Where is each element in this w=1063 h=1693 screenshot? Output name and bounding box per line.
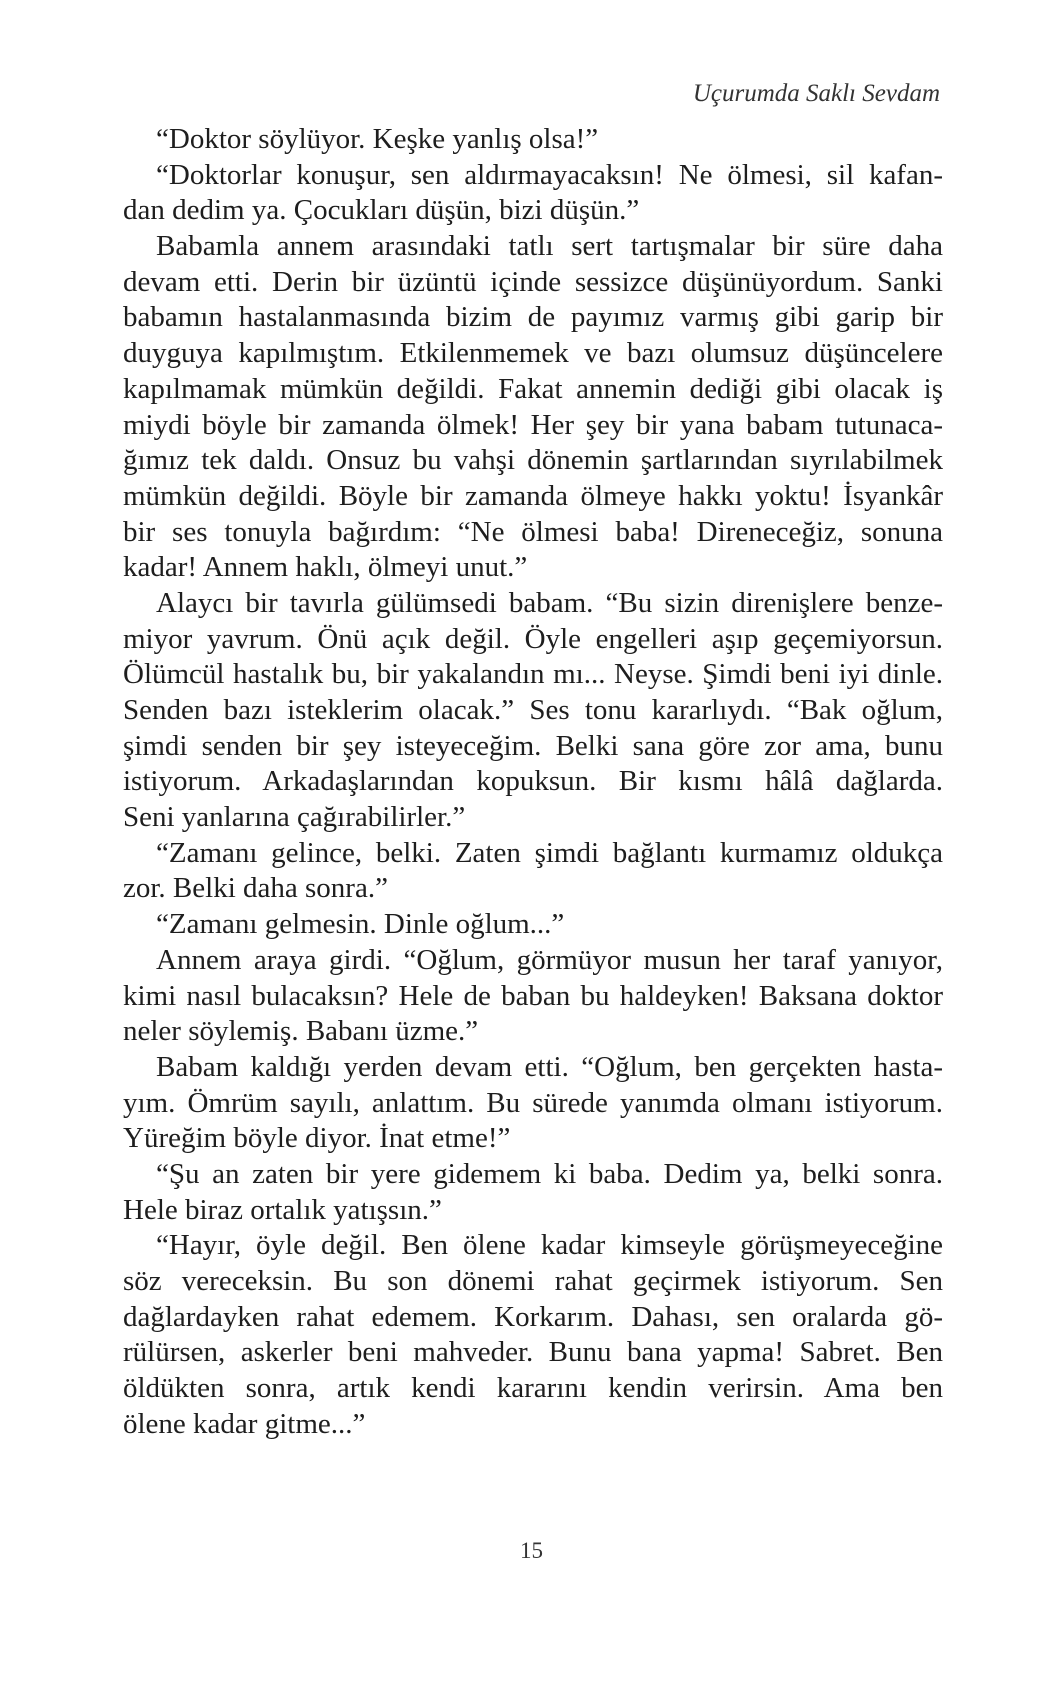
text-line: “Hayır, öyle değil. Ben ölene kadar kimseyle görüşmeyeceğine <box>156 1229 943 1262</box>
text-line: Seni yanlarına çağırabilirler.” <box>123 801 466 834</box>
text-line: rülürsen, askerler beni mahveder. Bunu bana yapma! Sabret. Ben <box>123 1336 943 1369</box>
page-number: 15 <box>520 1538 543 1563</box>
text-line: yım. Ömrüm sayılı, anlattım. Bu sürede yanımda olmanı istiyorum. <box>123 1086 943 1119</box>
text-line: söz vereceksin. Bu son dönemi rahat geçirmek istiyorum. Sen <box>123 1265 943 1297</box>
text-line: babamın hastalanmasında bizim de payımız varmış gibi garip bir <box>123 301 943 334</box>
text-line: Babam kaldığı yerden devam etti. “Oğlum, ben gerçekten hasta- <box>156 1050 943 1083</box>
running-header-title: Uçurumda Saklı Sevdam <box>692 80 940 107</box>
text-line: zor. Belki daha sonra.” <box>123 872 388 905</box>
text-line: kapılmamak mümkün değildi. Fakat annemin dediği gibi olacak iş <box>123 372 943 405</box>
text-line: ğımız tek daldı. Onsuz bu vahşi dönemin şartlarından sıyrılabilmek <box>123 444 943 477</box>
text-line: Senden bazı isteklerim olacak.” Ses tonu kararlıydı. “Bak oğlum, <box>123 694 943 726</box>
text-line: duyguya kapılmıştım. Etkilenmemek ve bazı olumsuz düşüncelere <box>123 337 943 370</box>
text-line: neler söylemiş. Babanı üzme.” <box>123 1015 479 1048</box>
text-line: “Şu an zaten bir yere gidemem ki baba. Dedim ya, belki sonra. <box>156 1157 943 1190</box>
text-line: şimdi senden bir şey isteyeceğim. Belki sana göre zor ama, bunu <box>123 729 943 762</box>
text-line: miyor yavrum. Önü açık değil. Öyle engelleri aşıp geçemiyorsun. <box>123 622 943 655</box>
text-line: “Doktorlar konuşur, sen aldırmayacaksın! Ne ölmesi, sil kafan- <box>156 158 943 191</box>
text-line: Alaycı bir tavırla gülümsedi babam. “Bu sizin direnişlere benze- <box>156 586 943 619</box>
text-line: Babamla annem arasındaki tatlı sert tartışmalar bir süre daha <box>156 230 943 263</box>
text-line: “Doktor söylüyor. Keşke yanlış olsa!” <box>156 123 599 155</box>
text-line: mümkün değildi. Böyle bir zamanda ölmeye hakkı yoktu! İsyankâr <box>123 479 943 512</box>
text-line: dan dedim ya. Çocukları düşün, bizi düşün.” <box>123 194 640 227</box>
body-text <box>123 122 943 1442</box>
text-line: kimi nasıl bulacaksın? Hele de baban bu haldeyken! Baksana doktor <box>123 979 943 1012</box>
text-line: Annem araya girdi. “Oğlum, görmüyor musun her taraf yanıyor, <box>156 943 943 976</box>
text-line: Hele biraz ortalık yatışsın.” <box>123 1193 442 1226</box>
text-line: “Zamanı gelmesin. Dinle oğlum...” <box>156 908 565 941</box>
text-line: “Zamanı gelince, belki. Zaten şimdi bağlantı kurmamız oldukça <box>156 836 943 869</box>
text-line: dağlardayken rahat edemem. Korkarım. Dahası, sen oralarda gö- <box>123 1300 943 1333</box>
text-line: öldükten sonra, artık kendi kararını kendin verirsin. Ama ben <box>123 1372 943 1405</box>
text-line: ölene kadar gitme...” <box>123 1407 366 1440</box>
text-line: miydi böyle bir zamanda ölmek! Her şey bir yana babam tutunaca- <box>123 408 943 441</box>
text-line: istiyorum. Arkadaşlarından kopuksun. Bir kısmı hâlâ dağlarda. <box>123 765 943 798</box>
text-line: kadar! Annem haklı, ölmeyi unut.” <box>123 551 528 584</box>
text-line: Ölümcül hastalık bu, bir yakalandın mı... Neyse. Şimdi beni iyi dinle. <box>123 658 943 691</box>
text-line: devam etti. Derin bir üzüntü içinde sessizce düşünüyordum. Sanki <box>123 265 943 298</box>
text-line: Yüreğim böyle diyor. İnat etme!” <box>123 1122 511 1155</box>
text-line: bir ses tonuyla bağırdım: “Ne ölmesi baba! Direneceğiz, sonuna <box>123 515 943 548</box>
